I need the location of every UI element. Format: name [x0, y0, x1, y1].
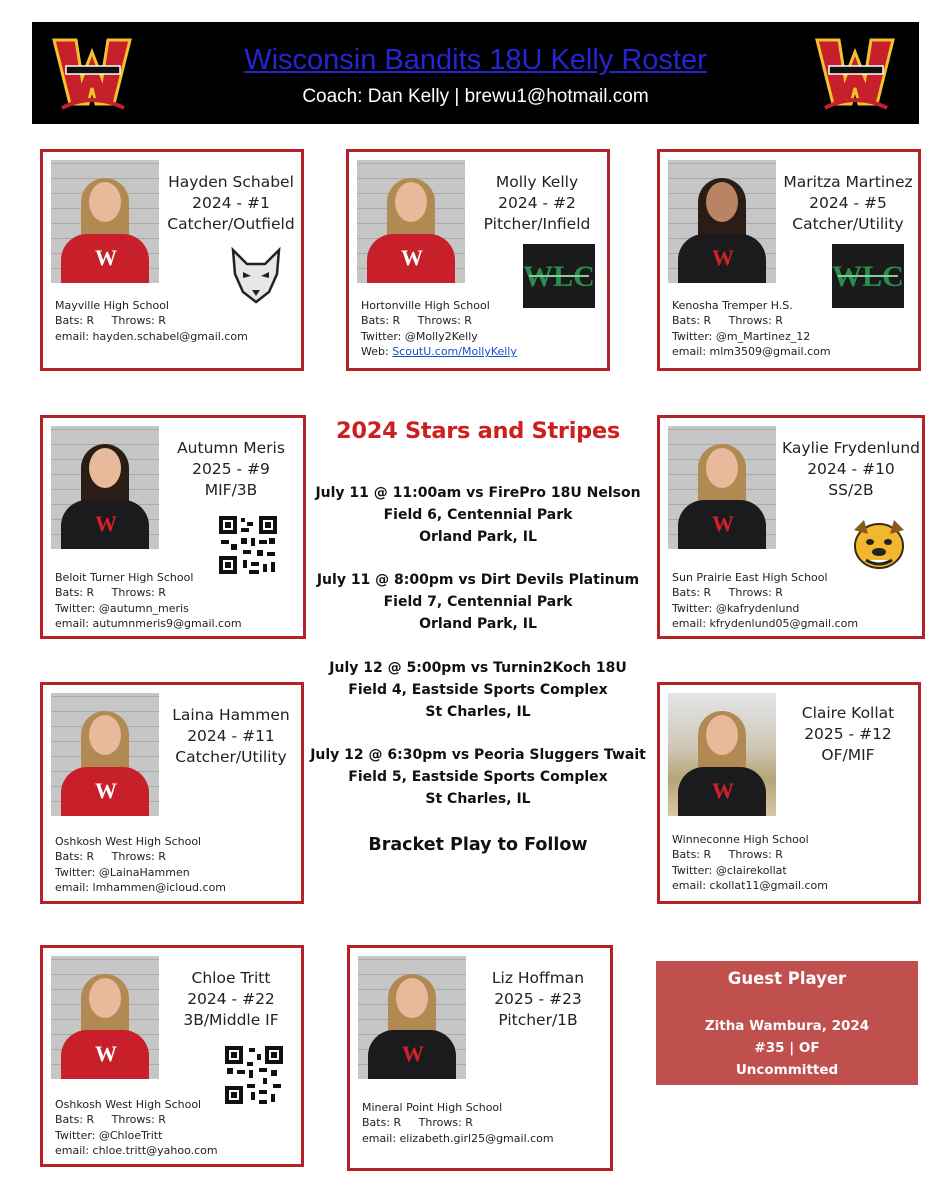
player-twitter: Twitter: @kafrydenlund	[672, 601, 800, 615]
player-school: Oshkosh West High School	[55, 1098, 202, 1111]
game-field: Field 5, Eastside Sports Complex	[348, 769, 608, 785]
player-year-number: 2024 - #10	[807, 460, 895, 478]
game-schedule-item	[306, 657, 650, 723]
player-photo: W	[358, 956, 466, 1079]
game-location: Orland Park, IL	[419, 616, 537, 632]
player-web	[361, 344, 517, 359]
player-year-number: 2024 - #1	[192, 194, 270, 212]
roster-title[interactable]: Wisconsin Bandits 18U Kelly Roster	[244, 44, 707, 76]
player-email: email: ckollat11@gmail.com	[672, 878, 828, 892]
wlc-logo-icon	[523, 244, 595, 308]
player-details	[672, 570, 858, 631]
game-field: Field 7, Centennial Park	[383, 594, 573, 610]
player-school: Kenosha Tremper H.S.	[672, 299, 793, 312]
game-location: St Charles, IL	[425, 791, 531, 807]
player-photo: W	[51, 956, 159, 1079]
player-year-number: 2025 - #9	[192, 460, 270, 478]
game-schedule-item	[306, 482, 650, 548]
player-details	[55, 834, 226, 895]
player-details	[55, 570, 242, 631]
player-position: Catcher/Utility	[175, 748, 287, 766]
player-info	[161, 968, 301, 1031]
guest-status: Uncommitted	[735, 1062, 839, 1078]
game-datetime-opponent: July 11 @ 11:00am vs FirePro 18U Nelson	[315, 485, 641, 501]
player-year-number: 2025 - #23	[494, 990, 582, 1008]
player-name: Chloe Tritt	[191, 969, 271, 987]
player-info	[161, 172, 301, 235]
player-email: email: kfrydenlund05@gmail.com	[672, 616, 859, 630]
player-info	[778, 703, 918, 766]
game-datetime-opponent: July 11 @ 8:00pm vs Dirt Devils Platinum	[316, 572, 640, 588]
player-photo: W	[668, 426, 776, 549]
player-card	[346, 149, 610, 371]
player-photo: W	[668, 160, 776, 283]
guest-title: Guest Player	[727, 969, 847, 988]
player-twitter: Twitter: @LainaHammen	[55, 865, 190, 879]
player-card	[657, 415, 925, 639]
player-position: Pitcher/1B	[498, 1011, 578, 1029]
player-card	[657, 682, 921, 904]
player-year-number: 2025 - #12	[804, 725, 892, 743]
qr-code-icon[interactable]	[223, 1044, 285, 1106]
roster-header	[32, 22, 919, 124]
player-position: Catcher/Outfield	[167, 215, 295, 233]
web-label: Web:	[361, 344, 393, 358]
player-card	[40, 945, 304, 1167]
player-email: email: chloe.tritt@yahoo.com	[55, 1143, 218, 1157]
player-twitter: Twitter: @clairekollat	[672, 863, 787, 877]
player-bats-throws: Bats: R Throws: R	[672, 314, 783, 328]
player-position: Pitcher/Infield	[483, 215, 591, 233]
game-location: Orland Park, IL	[419, 529, 537, 545]
player-bats-throws: Bats: R Throws: R	[362, 1116, 473, 1130]
game-datetime-opponent: July 12 @ 6:30pm vs Peoria Sluggers Twait	[310, 747, 646, 763]
player-position: SS/2B	[828, 481, 874, 499]
player-card	[40, 149, 304, 371]
player-position: OF/MIF	[821, 746, 875, 764]
player-info	[776, 438, 926, 501]
player-card	[40, 682, 304, 904]
player-year-number: 2024 - #11	[187, 727, 275, 745]
bracket-note: Bracket Play to Follow	[368, 835, 588, 855]
player-name: Hayden Schabel	[168, 173, 294, 191]
game-location: St Charles, IL	[425, 704, 531, 720]
wolf-icon	[225, 244, 287, 306]
player-year-number: 2024 - #22	[187, 990, 275, 1008]
game-field: Field 4, Eastside Sports Complex	[348, 682, 608, 698]
player-bats-throws: Bats: R Throws: R	[55, 1113, 166, 1127]
player-details	[361, 298, 517, 359]
player-card	[657, 149, 921, 371]
player-name: Maritza Martinez	[783, 173, 913, 191]
player-school: Mayville High School	[55, 299, 169, 312]
player-card	[347, 945, 613, 1171]
player-school: Mineral Point High School	[362, 1101, 503, 1114]
player-bats-throws: Bats: R Throws: R	[55, 850, 166, 864]
player-bats-throws: Bats: R Throws: R	[361, 314, 472, 328]
player-info	[778, 172, 918, 235]
player-school: Beloit Turner High School	[55, 571, 194, 584]
guest-number-position: #35 | OF	[754, 1040, 820, 1056]
player-twitter: Twitter: @ChloeTritt	[55, 1128, 163, 1142]
svg-text:WLC: WLC	[832, 260, 904, 293]
player-twitter: Twitter: @autumn_meris	[55, 601, 189, 615]
player-name: Claire Kollat	[801, 704, 895, 722]
player-email: email: autumnmeris9@gmail.com	[55, 616, 242, 630]
qr-code-icon[interactable]	[217, 514, 279, 576]
player-name: Liz Hoffman	[491, 969, 585, 987]
player-email: email: mlm3509@gmail.com	[672, 344, 831, 358]
player-details	[55, 1097, 218, 1158]
player-info	[468, 968, 608, 1031]
player-photo: W	[668, 693, 776, 816]
player-school: Winneconne High School	[672, 833, 809, 846]
wlc-logo-icon	[832, 244, 904, 308]
player-email: email: hayden.schabel@gmail.com	[55, 329, 248, 343]
guest-player-box	[656, 961, 918, 1085]
player-email: email: lmhammen@icloud.com	[55, 880, 227, 894]
player-details	[362, 1100, 554, 1146]
game-schedule-item	[306, 744, 650, 810]
player-name: Kaylie Frydenlund	[782, 439, 920, 457]
player-details	[672, 298, 831, 359]
bulldog-icon	[848, 512, 910, 574]
player-year-number: 2024 - #5	[809, 194, 887, 212]
player-bats-throws: Bats: R Throws: R	[672, 848, 783, 862]
player-twitter: Twitter: @Molly2Kelly	[361, 329, 478, 343]
player-school: Hortonville High School	[361, 299, 490, 312]
guest-name-year: Zitha Wambura, 2024	[704, 1018, 870, 1034]
player-bats-throws: Bats: R Throws: R	[672, 586, 783, 600]
player-school: Sun Prairie East High School	[672, 571, 828, 584]
player-details	[55, 298, 248, 344]
game-schedule-item	[306, 569, 650, 635]
player-info	[161, 438, 301, 501]
player-photo: W	[51, 693, 159, 816]
player-info	[467, 172, 607, 235]
game-field: Field 6, Centennial Park	[383, 507, 573, 523]
bandits-w-logo-icon	[815, 32, 895, 114]
player-bats-throws: Bats: R Throws: R	[55, 314, 166, 328]
player-photo: W	[51, 426, 159, 549]
player-photo: W	[51, 160, 159, 283]
svg-text:WLC: WLC	[523, 260, 595, 293]
player-name: Autumn Meris	[177, 439, 285, 457]
coach-contact: Coach: Dan Kelly | brewu1@hotmail.com	[302, 86, 649, 107]
event-title: 2024 Stars and Stripes	[336, 418, 620, 444]
player-twitter: Twitter: @m_Martinez_12	[672, 329, 811, 343]
player-details	[672, 832, 828, 893]
player-school: Oshkosh West High School	[55, 835, 202, 848]
player-email: email: elizabeth.girl25@gmail.com	[362, 1131, 554, 1145]
player-position: Catcher/Utility	[792, 215, 904, 233]
player-year-number: 2024 - #2	[498, 194, 576, 212]
player-bats-throws: Bats: R Throws: R	[55, 586, 166, 600]
player-card	[40, 415, 306, 639]
player-name: Molly Kelly	[495, 173, 579, 191]
player-photo: W	[357, 160, 465, 283]
web-link[interactable]: ScoutU.com/MollyKelly	[392, 344, 517, 358]
player-position: 3B/Middle IF	[183, 1011, 279, 1029]
game-datetime-opponent: July 12 @ 5:00pm vs Turnin2Koch 18U	[329, 660, 627, 676]
player-info	[161, 705, 301, 768]
player-name: Laina Hammen	[172, 706, 290, 724]
player-position: MIF/3B	[204, 481, 258, 499]
